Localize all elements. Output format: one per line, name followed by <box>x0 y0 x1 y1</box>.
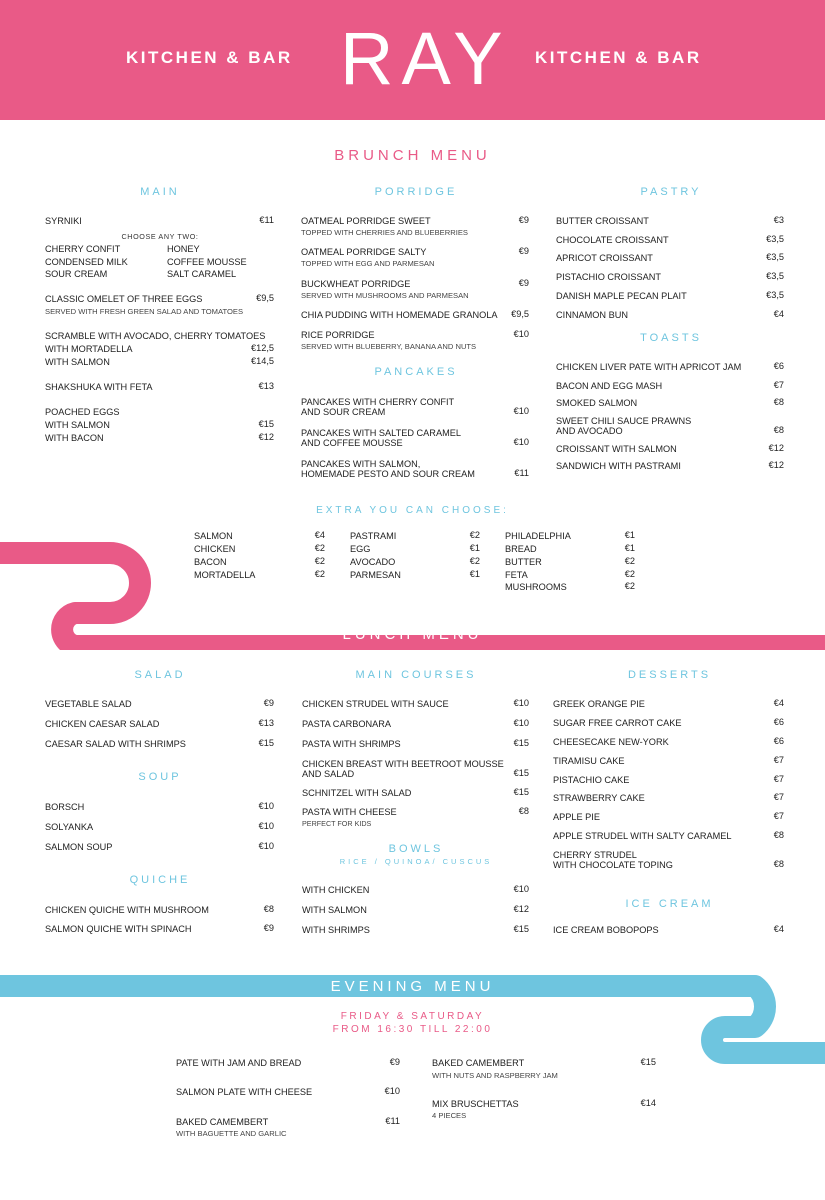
menu-item-name-2: WITH CHOCOLATE TOPING <box>553 860 673 870</box>
header-band <box>0 0 825 120</box>
menu-item-price: €15 <box>258 738 274 748</box>
omelet-price: €9,5 <box>256 293 274 303</box>
scramble-mortadella: WITH MORTADELLA <box>45 344 133 354</box>
choice-item: COFFEE MOUSSE <box>167 257 247 267</box>
extras-heading: EXTRA YOU CAN CHOOSE: <box>316 505 509 516</box>
menu-item-name: CHICKEN STRUDEL WITH SAUCE <box>302 699 449 709</box>
menu-item-price: €15 <box>513 768 529 778</box>
extra-name: SALMON <box>194 531 233 541</box>
menu-item-name-2: AND AVOCADO <box>556 426 623 436</box>
extra-price: €2 <box>624 581 635 591</box>
menu-item-name: OATMEAL PORRIDGE SWEET <box>301 216 431 226</box>
extra-price: €2 <box>624 569 635 579</box>
menu-item-price: €8 <box>773 397 784 407</box>
extra-name: CHICKEN <box>194 544 236 554</box>
menu-item-name: APPLE STRUDEL WITH SALTY CARAMEL <box>553 831 732 841</box>
menu-item-price: €9 <box>263 698 274 708</box>
menu-item-name: PISTACHIO CROISSANT <box>556 272 661 282</box>
menu-item-name: PISTACHIO CAKE <box>553 775 630 785</box>
extra-price: €2 <box>314 543 325 553</box>
menu-item-name: PASTA CARBONARA <box>302 719 392 729</box>
omelet-sub: SERVED WITH FRESH GREEN SALAD AND TOMATOES <box>45 307 244 316</box>
menu-item-price: €15 <box>513 738 529 748</box>
extra-price: €2 <box>469 530 480 540</box>
menu-item-price: €9 <box>263 923 274 933</box>
extra-price: €1 <box>469 543 480 553</box>
extra-price: €4 <box>314 530 325 540</box>
choice-item: SOUR CREAM <box>45 269 108 279</box>
extra-name: AVOCADO <box>350 557 396 567</box>
menu-item-price: €6 <box>773 361 784 371</box>
menu-item-price: €11 <box>514 468 529 478</box>
menu-item-name: CHERRY STRUDEL <box>553 850 637 860</box>
menu-item-name: BUTTER CROISSANT <box>556 216 649 226</box>
menu-item-price: €6 <box>773 717 784 727</box>
menu-item-sub: SERVED WITH BLUEBERRY, BANANA AND NUTS <box>301 342 477 351</box>
menu-item-sub: TOPPED WITH CHERRIES AND BLUEBERRIES <box>301 228 468 237</box>
extra-price: €2 <box>624 556 635 566</box>
menu-item-price: €7 <box>773 380 784 390</box>
menu-item-name: CHIA PUDDING WITH HOMEMADE GRANOLA <box>301 310 498 320</box>
menu-item-name-2: AND COFFEE MOUSSE <box>301 438 403 448</box>
menu-item-price: €7 <box>773 755 784 765</box>
menu-item-name: TIRAMISU CAKE <box>553 756 625 766</box>
menu-item-sub: TOPPED WITH EGG AND PARMESAN <box>301 259 435 268</box>
poached-salmon-price: €15 <box>258 419 274 429</box>
menu-item-name: SCHNITZEL WITH SALAD <box>302 788 412 798</box>
main-courses-heading: MAIN COURSES <box>355 669 477 681</box>
main-heading: MAIN <box>140 186 180 198</box>
menu-item-price: €12 <box>513 904 529 914</box>
menu-item-name: SOLYANKA <box>45 822 94 832</box>
menu-item-name: CHOCOLATE CROISSANT <box>556 235 669 245</box>
evening-days: FRIDAY & SATURDAY <box>340 1011 485 1022</box>
menu-item-name: SALMON QUICHE WITH SPINACH <box>45 924 192 934</box>
menu-item-name: CHICKEN QUICHE WITH MUSHROOM <box>45 905 209 915</box>
menu-item-price: €10 <box>513 718 529 728</box>
menu-item-name: RICE PORRIDGE <box>301 330 375 340</box>
choice-item: SALT CARAMEL <box>167 269 237 279</box>
menu-item-price: €10 <box>513 437 529 447</box>
menu-item-name: WITH SALMON <box>302 905 367 915</box>
scramble-item: SCRAMBLE WITH AVOCADO, CHERRY TOMATOES <box>45 331 266 341</box>
extra-price: €1 <box>624 530 635 540</box>
menu-item-name-2: AND SOUR CREAM <box>301 407 386 417</box>
desserts-heading: DESSERTS <box>627 669 712 681</box>
evening-menu-title: EVENING MENU <box>330 978 495 995</box>
menu-item-name: PASTA WITH SHRIMPS <box>302 739 401 749</box>
menu-item-name: APRICOT CROISSANT <box>556 253 653 263</box>
menu-item-name: PATE WITH JAM AND BREAD <box>176 1058 302 1068</box>
menu-item-name: BAKED CAMEMBERT <box>432 1058 525 1068</box>
shakshuka-price: €13 <box>258 381 274 391</box>
menu-item-name: SALMON PLATE WITH CHEESE <box>176 1087 313 1097</box>
syrniki-item: SYRNIKI <box>45 216 82 226</box>
syrniki-price: €11 <box>259 215 274 225</box>
menu-item-price: €10 <box>513 329 529 339</box>
menu-item-price: €11 <box>385 1116 400 1126</box>
extra-name: MORTADELLA <box>194 570 256 580</box>
menu-item-price: €9 <box>518 278 529 288</box>
choose-any-two: CHOOSE ANY TWO: <box>121 232 199 241</box>
menu-item-price: €10 <box>258 821 274 831</box>
menu-item-price: €15 <box>640 1057 656 1067</box>
menu-item-price: €12 <box>768 443 784 453</box>
menu-item-name: BACON AND EGG MASH <box>556 381 663 391</box>
menu-item-name: CHICKEN BREAST WITH BEETROOT MOUSSE <box>302 759 504 769</box>
lunch-menu-title: LUNCH MENU <box>342 626 483 643</box>
evening-hours: FROM 16:30 TILL 22:00 <box>332 1024 493 1035</box>
menu-item-price: €9 <box>518 246 529 256</box>
menu-item-price: €15 <box>513 787 529 797</box>
extra-price: €2 <box>314 569 325 579</box>
menu-item-price: €10 <box>513 884 529 894</box>
quiche-heading: QUICHE <box>129 874 191 886</box>
menu-item-name: BORSCH <box>45 802 85 812</box>
omelet-item: CLASSIC OMELET OF THREE EGGS <box>45 294 203 304</box>
menu-item-price: €3,5 <box>766 234 784 244</box>
choice-item: CHERRY CONFIT <box>45 244 121 254</box>
extra-price: €2 <box>314 556 325 566</box>
menu-item-price: €9 <box>518 215 529 225</box>
menu-item-price: €3,5 <box>766 252 784 262</box>
extra-name: BREAD <box>505 544 537 554</box>
extra-name: PASTRAMI <box>350 531 397 541</box>
menu-item-name: DANISH MAPLE PECAN PLAIT <box>556 291 687 301</box>
menu-item-price: €8 <box>263 904 274 914</box>
menu-item-name: STRAWBERRY CAKE <box>553 793 645 803</box>
menu-item-name: SMOKED SALMON <box>556 398 638 408</box>
menu-item-name-2: AND SALAD <box>302 769 355 779</box>
extra-name: MUSHROOMS <box>505 582 567 592</box>
menu-item-price: €8 <box>773 859 784 869</box>
bowls-sub: RICE / QUINOA/ CUSCUS <box>339 857 493 866</box>
menu-item-name: CHEESECAKE NEW-YORK <box>553 737 669 747</box>
extra-price: €1 <box>469 569 480 579</box>
menu-item-name: MIX BRUSCHETTAS <box>432 1099 519 1109</box>
extra-name: BACON <box>194 557 227 567</box>
menu-item-price: €8 <box>773 425 784 435</box>
menu-item-name: BUCKWHEAT PORRIDGE <box>301 279 411 289</box>
menu-item-price: €8 <box>518 806 529 816</box>
menu-item-price: €9,5 <box>511 309 529 319</box>
extra-name: PARMESAN <box>350 570 401 580</box>
menu-item-name: PANCAKES WITH SALMON, <box>301 459 421 469</box>
menu-item-price: €14 <box>640 1098 656 1108</box>
menu-item-name: PASTA WITH CHEESE <box>302 807 397 817</box>
bowls-heading: BOWLS <box>388 843 444 855</box>
menu-item-name: SUGAR FREE CARROT CAKE <box>553 718 682 728</box>
soup-heading: SOUP <box>138 771 182 783</box>
menu-item-price: €10 <box>513 698 529 708</box>
menu-item-name: WITH CHICKEN <box>302 885 370 895</box>
menu-item-price: €8 <box>773 830 784 840</box>
salad-heading: SALAD <box>134 669 186 681</box>
toasts-heading: TOASTS <box>640 332 702 344</box>
menu-item-price: €13 <box>258 718 274 728</box>
choice-item: CONDENSED MILK <box>45 257 128 267</box>
menu-item-price: €10 <box>384 1086 400 1096</box>
menu-item-price: €10 <box>258 841 274 851</box>
menu-item-price: €3,5 <box>766 271 784 281</box>
extra-price: €2 <box>469 556 480 566</box>
choice-item: HONEY <box>167 244 200 254</box>
menu-item-price: €4 <box>773 924 784 934</box>
extra-name: EGG <box>350 544 371 554</box>
scramble-salmon: WITH SALMON <box>45 357 110 367</box>
menu-item-name: SALMON SOUP <box>45 842 113 852</box>
menu-item-sub: WITH BAGUETTE AND GARLIC <box>176 1129 287 1138</box>
menu-item-price: €12 <box>768 460 784 470</box>
kitchen-bar-left: KITCHEN & BAR <box>126 48 293 67</box>
poached-bacon: WITH BACON <box>45 433 104 443</box>
extra-name: FETA <box>505 570 528 580</box>
menu-item-name: APPLE PIE <box>553 812 600 822</box>
porridge-heading: PORRIDGE <box>374 186 458 198</box>
poached-bacon-price: €12 <box>258 432 274 442</box>
menu-item-price: €10 <box>258 801 274 811</box>
shakshuka-item: SHAKSHUKA WITH FETA <box>45 382 153 392</box>
menu-item-name: PANCAKES WITH SALTED CARAMEL <box>301 428 461 438</box>
menu-item-name: GREEK ORANGE PIE <box>553 699 645 709</box>
salmon-price: €14,5 <box>251 356 274 366</box>
menu-item-name: OATMEAL PORRIDGE SALTY <box>301 247 427 257</box>
poached-eggs-item: POACHED EGGS <box>45 407 120 417</box>
menu-item-name: CHICKEN CAESAR SALAD <box>45 719 160 729</box>
menu-item-name: PANCAKES WITH CHERRY CONFIT <box>301 397 455 407</box>
menu-item-name: CROISSANT WITH SALMON <box>556 444 677 454</box>
menu-item-price: €7 <box>773 811 784 821</box>
poached-salmon: WITH SALMON <box>45 420 110 430</box>
menu-item-sub: PERFECT FOR KIDS <box>302 819 372 828</box>
mortadella-price: €12,5 <box>251 343 274 353</box>
menu-item-sub: SERVED WITH MUSHROOMS AND PARMESAN <box>301 291 469 300</box>
extra-name: BUTTER <box>505 557 542 567</box>
ice-cream-heading: ICE CREAM <box>625 898 714 910</box>
menu-item-sub: WITH NUTS AND RASPBERRY JAM <box>432 1071 558 1080</box>
pancakes-heading: PANCAKES <box>374 366 458 378</box>
menu-item-name: BAKED CAMEMBERT <box>176 1117 269 1127</box>
extra-name: PHILADELPHIA <box>505 531 571 541</box>
menu-item-price: €6 <box>773 736 784 746</box>
pastry-heading: PASTRY <box>640 186 702 198</box>
menu-item-price: €7 <box>773 792 784 802</box>
menu-item-name-2: HOMEMADE PESTO AND SOUR CREAM <box>301 469 475 479</box>
menu-item-price: €3,5 <box>766 290 784 300</box>
menu-item-name: WITH SHRIMPS <box>302 925 370 935</box>
menu-item-price: €4 <box>773 698 784 708</box>
ray-logo: RAY <box>340 17 511 100</box>
menu-item-price: €4 <box>773 309 784 319</box>
menu-item-price: €9 <box>389 1057 400 1067</box>
menu-item-name: CINNAMON BUN <box>556 310 628 320</box>
menu-item-name: VEGETABLE SALAD <box>45 699 132 709</box>
menu-item-price: €7 <box>773 774 784 784</box>
extra-price: €1 <box>624 543 635 553</box>
kitchen-bar-right: KITCHEN & BAR <box>535 48 702 67</box>
menu-item-price: €10 <box>513 406 529 416</box>
menu-item-name: SWEET CHILI SAUCE PRAWNS <box>556 416 692 426</box>
menu-item-name: CHICKEN LIVER PATE WITH APRICOT JAM <box>556 362 742 372</box>
menu-item-name: CAESAR SALAD WITH SHRIMPS <box>45 739 186 749</box>
brunch-menu-title: BRUNCH MENU <box>334 147 491 164</box>
menu-item-sub: 4 PIECES <box>432 1111 467 1120</box>
menu-item-price: €3 <box>773 215 784 225</box>
menu-item-price: €15 <box>513 924 529 934</box>
menu-item-name: ICE CREAM BOBOPOPS <box>553 925 659 935</box>
menu-item-name: SANDWICH WITH PASTRAMI <box>556 461 681 471</box>
